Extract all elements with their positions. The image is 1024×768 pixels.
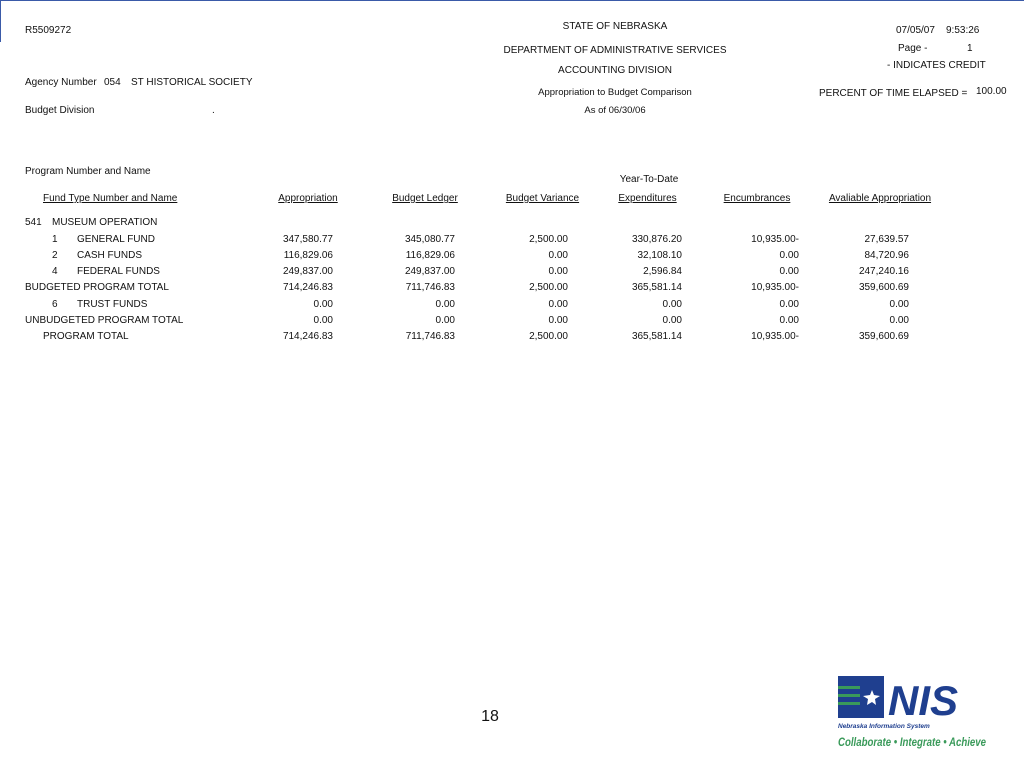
row-appropriation: 714,246.83 — [282, 331, 333, 342]
logo-tagline: Collaborate • Integrate • Achieve — [838, 737, 987, 749]
row-expenditures: 32,108.10 — [637, 250, 682, 261]
row-fund-name: GENERAL FUND — [77, 234, 155, 245]
row-encumbrances: 0.00 — [779, 266, 799, 277]
row-available: 359,600.69 — [858, 331, 909, 342]
col-encumbrances: Encumbrances — [723, 193, 791, 204]
row-appropriation: 249,837.00 — [282, 266, 333, 277]
page-label: Page - — [898, 43, 928, 54]
report-subtitle: Appropriation to Budget Comparison — [538, 87, 692, 98]
logo-wordmark: NIS — [888, 677, 959, 724]
agency-name: ST HISTORICAL SOCIETY — [131, 77, 253, 88]
budget-division-value: . — [212, 105, 215, 116]
row-budget-variance: 2,500.00 — [529, 234, 568, 245]
row-fund-number: 4 — [52, 266, 58, 277]
row-fund-number: 1 — [52, 234, 58, 245]
logo-subtitle: Nebraska Information System — [838, 723, 930, 730]
row-budget-ledger: 711,746.83 — [405, 331, 455, 342]
row-available: 247,240.16 — [858, 266, 909, 277]
report-as-of: As of 06/30/06 — [584, 105, 646, 116]
row-expenditures: 365,581.14 — [631, 282, 682, 293]
row-budget-ledger: 711,746.83 — [405, 282, 455, 293]
row-encumbrances: 10,935.00- — [751, 331, 799, 342]
row-expenditures: 0.00 — [662, 299, 682, 310]
report-id: R5509272 — [25, 25, 72, 36]
row-available: 27,639.57 — [864, 234, 909, 245]
row-budget-ledger: 0.00 — [435, 299, 455, 310]
row-appropriation: 714,246.83 — [282, 282, 333, 293]
row-fund-number: 6 — [52, 299, 58, 310]
col-budget-variance: Budget Variance — [505, 193, 580, 204]
program-name: MUSEUM OPERATION — [52, 217, 158, 228]
row-encumbrances: 0.00 — [779, 315, 799, 326]
percent-elapsed-label: PERCENT OF TIME ELAPSED = — [819, 88, 968, 99]
row-budget-ledger: 345,080.77 — [404, 234, 455, 245]
row-appropriation: 0.00 — [313, 299, 333, 310]
row-budget-ledger: 0.00 — [435, 315, 455, 326]
row-fund-name: FEDERAL FUNDS — [77, 266, 160, 277]
percent-elapsed-value: 100.00 — [976, 86, 1007, 97]
row-encumbrances: 0.00 — [779, 299, 799, 310]
col-available-appropriation: Avaliable Appropriation — [828, 193, 932, 204]
row-budget-variance: 2,500.00 — [529, 331, 568, 342]
slide-top-rule — [0, 0, 1024, 1]
agency-number: 054 — [104, 77, 121, 88]
row-budget-variance: 2,500.00 — [529, 282, 568, 293]
row-appropriation: 116,829.06 — [283, 250, 333, 261]
row-encumbrances: 0.00 — [779, 250, 799, 261]
row-available: 0.00 — [889, 315, 909, 326]
row-expenditures: 365,581.14 — [631, 331, 682, 342]
row-appropriation: 347,580.77 — [282, 234, 333, 245]
slide-corner-rule — [0, 0, 1, 42]
budget-division-label: Budget Division — [25, 105, 95, 116]
row-fund-name: TRUST FUNDS — [77, 299, 148, 310]
logo-stripes — [838, 686, 860, 705]
row-budget-variance: 0.00 — [548, 250, 568, 261]
row-fund-number: 2 — [52, 250, 58, 261]
col-budget-ledger: Budget Ledger — [392, 193, 458, 204]
unbudgeted-total-label: UNBUDGETED PROGRAM TOTAL — [25, 315, 184, 326]
nis-logo — [836, 674, 996, 754]
row-available: 84,720.96 — [864, 250, 909, 261]
row-expenditures: 0.00 — [662, 315, 682, 326]
program-header: Program Number and Name — [25, 166, 151, 177]
report-date: 07/05/07 — [896, 25, 935, 36]
ytd-header-top: Year-To-Date — [619, 174, 679, 185]
row-available: 359,600.69 — [858, 282, 909, 293]
row-budget-variance: 0.00 — [548, 315, 568, 326]
report-division: ACCOUNTING DIVISION — [558, 65, 672, 76]
slide-page-number: 18 — [481, 708, 499, 725]
row-budget-variance: 0.00 — [548, 266, 568, 277]
report-department: DEPARTMENT OF ADMINISTRATIVE SERVICES — [503, 45, 727, 56]
col-appropriation: Appropriation — [278, 193, 338, 204]
agency-label: Agency Number — [25, 77, 97, 88]
row-expenditures: 330,876.20 — [631, 234, 682, 245]
row-appropriation: 0.00 — [313, 315, 333, 326]
row-fund-name: CASH FUNDS — [77, 250, 143, 261]
budgeted-total-label: BUDGETED PROGRAM TOTAL — [25, 282, 169, 293]
report-state: STATE OF NEBRASKA — [562, 21, 668, 32]
row-budget-variance: 0.00 — [548, 299, 568, 310]
row-encumbrances: 10,935.00- — [751, 234, 799, 245]
row-available: 0.00 — [889, 299, 909, 310]
page-value: 1 — [967, 43, 973, 54]
row-budget-ledger: 116,829.06 — [405, 250, 455, 261]
row-budget-ledger: 249,837.00 — [404, 266, 455, 277]
fund-header: Fund Type Number and Name — [43, 193, 178, 204]
row-encumbrances: 10,935.00- — [751, 282, 799, 293]
program-number: 541 — [25, 217, 42, 228]
credit-note: - INDICATES CREDIT — [887, 60, 986, 71]
program-total-label: PROGRAM TOTAL — [43, 331, 129, 342]
col-expenditures: Expenditures — [618, 193, 677, 204]
row-expenditures: 2,596.84 — [643, 266, 682, 277]
report-time: 9:53:26 — [946, 25, 980, 36]
